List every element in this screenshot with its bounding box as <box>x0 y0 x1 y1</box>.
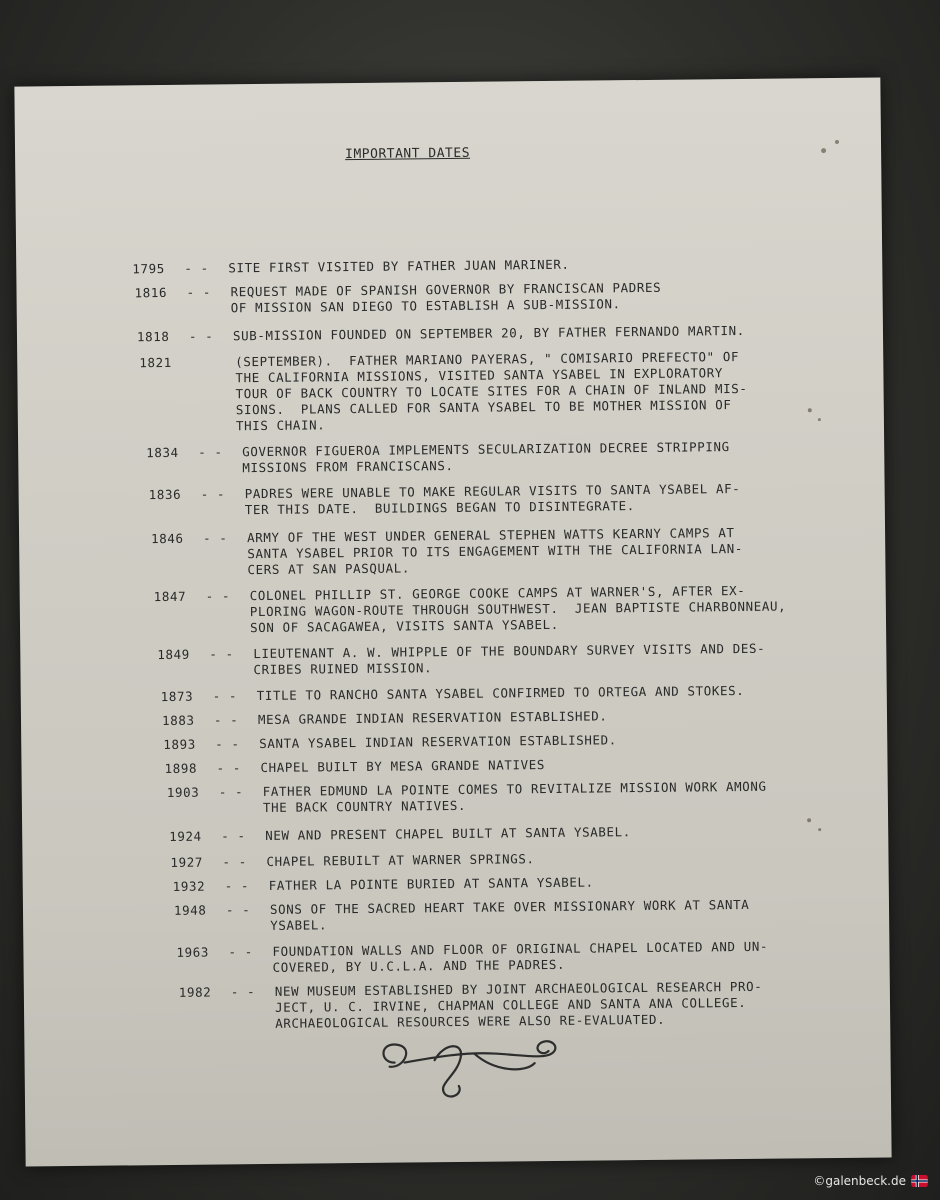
entry-text: MESA GRANDE INDIAN RESERVATION ESTABLISHED. <box>257 708 608 728</box>
entry-dash: - - <box>212 688 238 704</box>
paper-stain <box>808 408 812 412</box>
date-entry <box>146 438 802 477</box>
entry-year: 1873 <box>160 688 194 705</box>
norway-flag-icon <box>911 1175 928 1187</box>
date-entry <box>169 822 825 845</box>
entry-text: SANTA YSABEL INDIAN RESERVATION ESTABLISHED. <box>259 732 617 752</box>
entry-dash <box>191 354 236 434</box>
document-paper <box>14 77 891 1166</box>
date-entry <box>174 896 830 935</box>
entry-year: 1898 <box>164 760 198 777</box>
entry-dash: - - <box>200 486 226 502</box>
entry-year: 1816 <box>134 284 168 301</box>
entry-dash: - - <box>224 878 250 894</box>
date-entry <box>137 322 793 345</box>
entry-dash: - - <box>203 530 228 546</box>
date-entry <box>173 872 829 895</box>
entry-text: SITE FIRST VISITED BY FATHER JUAN MARINER. <box>228 256 570 276</box>
paper-stain <box>818 828 821 831</box>
entry-year: 1849 <box>157 646 190 663</box>
entry-year: 1893 <box>163 736 196 753</box>
entry-dash: - - <box>218 784 244 800</box>
date-entry <box>134 278 790 317</box>
copyright-credit <box>813 1174 928 1188</box>
entry-text: FATHER EDMUND LA POINTE COMES TO REVITALIZE MISSION WORK AMONG THE BACK COUNTRY NATIVES. <box>262 778 767 816</box>
entry-year: 1903 <box>166 784 200 801</box>
date-entry <box>167 778 823 817</box>
entry-dash: - - <box>213 712 239 728</box>
entry-year: 1924 <box>169 828 202 844</box>
flourish-ornament <box>374 1031 565 1103</box>
date-entry <box>163 730 819 753</box>
entry-year: 1836 <box>148 486 182 503</box>
date-entry <box>154 582 810 637</box>
entry-year: 1932 <box>172 878 206 894</box>
entry-year: 1818 <box>136 328 170 345</box>
entry-dash: - - <box>225 902 251 918</box>
entry-dash: - - <box>222 854 247 870</box>
entry-dash: - - <box>209 646 234 662</box>
date-entry <box>162 706 818 729</box>
entry-year: 1846 <box>151 530 184 547</box>
entry-dash: - - <box>216 760 241 776</box>
entry-dash: - - <box>215 736 240 752</box>
entry-text: PADRES WERE UNABLE TO MAKE REGULAR VISITS TO SANTA YSABEL AF- TER THIS DATE. BUILDINGS BEGAN TO DISINTEGRATE. <box>244 480 741 518</box>
entry-text: COLONEL PHILLIP ST. GEORGE COOKE CAMPS AT WARNER'S, AFTER EX- PLORING WAGON-ROUTE THROUGH SOUTHWEST. JEAN BAPTISTE CHARBONNEAU, SON OF SACAGAWEA, VISITS SANTA YSABEL. <box>249 582 787 636</box>
entry-year: 1821 <box>139 354 172 371</box>
entry-dash: - - <box>188 328 214 344</box>
entry-text: CHAPEL REBUILT AT WARNER SPRINGS. <box>266 851 535 869</box>
entry-text: TITLE TO RANCHO SANTA YSABEL CONFIRMED TO ORTEGA AND STOKES. <box>256 682 745 704</box>
document-title: IMPORTANT DATES <box>345 145 471 163</box>
entry-dash: - - <box>186 284 212 300</box>
entry-year: 1982 <box>178 984 212 1000</box>
entry-text: SONS OF THE SACRED HEART TAKE OVER MISSIONARY WORK AT SANTA YSABEL. <box>269 896 750 933</box>
entry-text: (SEPTEMBER). FATHER MARIANO PAYERAS, " COMISARIO PREFECTO" OF THE CALIFORNIA MISSIONS, VISITED SANTA YSABEL IN EXPLORATORY TOUR OF BACK COUNTRY TO LOCATE SITES FOR A CHAIN OF INLAND MIS- SIONS. PLANS CALLED FOR SANTA YSABEL TO BE MOTHER MISSION OF THIS CHAIN. <box>235 348 748 434</box>
date-entry <box>164 754 820 777</box>
entry-text: SUB-MISSION FOUNDED ON SEPTEMBER 20, BY FATHER FERNANDO MARTIN. <box>232 322 745 344</box>
entry-dash: - - <box>230 984 256 1000</box>
credit-text: ©galenbeck.de <box>813 1174 906 1188</box>
date-entry <box>179 978 835 1033</box>
entry-dash: - - <box>184 260 209 276</box>
entry-year: 1795 <box>132 260 165 277</box>
date-entry <box>176 938 832 977</box>
paper-stain <box>807 818 811 822</box>
entry-year: 1927 <box>170 854 204 870</box>
entry-text: NEW MUSEUM ESTABLISHED BY JOINT ARCHAEOLOGICAL RESEARCH PRO- JECT, U. C. IRVINE, CHAPMAN COLLEGE AND SANTA ANA COLLEGE. ARCHAEOLOGICAL RESOURCES WERE ALSO RE-EVALUATED. <box>274 978 763 1031</box>
entry-text: FATHER LA POINTE BURIED AT SANTA YSABEL. <box>268 874 594 893</box>
entry-dash: - - <box>228 944 253 960</box>
entry-text: FOUNDATION WALLS AND FLOOR OF ORIGINAL CHAPEL LOCATED AND UN- COVERED, BY U.C.L.A. AND THE PADRES. <box>272 938 769 975</box>
entry-text: LIEUTENANT A. W. WHIPPLE OF THE BOUNDARY SURVEY VISITS AND DES- CRIBES RUINED MISSION. <box>253 640 766 678</box>
entry-year: 1834 <box>146 444 179 461</box>
dates-list <box>14 77 891 1166</box>
date-entry <box>170 848 826 871</box>
entry-dash: - - <box>221 828 246 844</box>
paper-stain <box>818 418 821 421</box>
date-entry <box>151 524 807 579</box>
entry-dash: - - <box>205 588 231 604</box>
entry-text: REQUEST MADE OF SPANISH GOVERNOR BY FRANCISCAN PADRES OF MISSION SAN DIEGO TO ESTABLISH A SUB-MISSION. <box>230 279 662 316</box>
entry-text: NEW AND PRESENT CHAPEL BUILT AT SANTA YSABEL. <box>265 824 631 843</box>
date-entry <box>157 640 813 679</box>
entry-year: 1847 <box>153 588 187 605</box>
entry-text: GOVERNOR FIGUEROA IMPLEMENTS SECULARIZATION DECREE STRIPPING MISSIONS FROM FRANCISCANS. <box>242 439 730 476</box>
date-entry <box>149 480 805 519</box>
entry-year: 1963 <box>176 944 210 960</box>
entry-text: ARMY OF THE WEST UNDER GENERAL STEPHEN WATTS KEARNY CAMPS AT SANTA YSABEL PRIOR TO ITS ENGAGEMENT WITH THE CALIFORNIA LAN- CERS AT SAN PASQUAL. <box>247 525 743 578</box>
entry-year: 1883 <box>161 712 195 729</box>
date-entry <box>139 348 796 435</box>
entry-year: 1948 <box>173 902 207 918</box>
date-entry <box>161 682 817 705</box>
paper-stain <box>821 148 826 153</box>
entry-dash: - - <box>198 444 223 460</box>
date-entry <box>132 254 788 277</box>
entry-text: CHAPEL BUILT BY MESA GRANDE NATIVES <box>260 757 545 776</box>
paper-stain <box>835 140 839 144</box>
